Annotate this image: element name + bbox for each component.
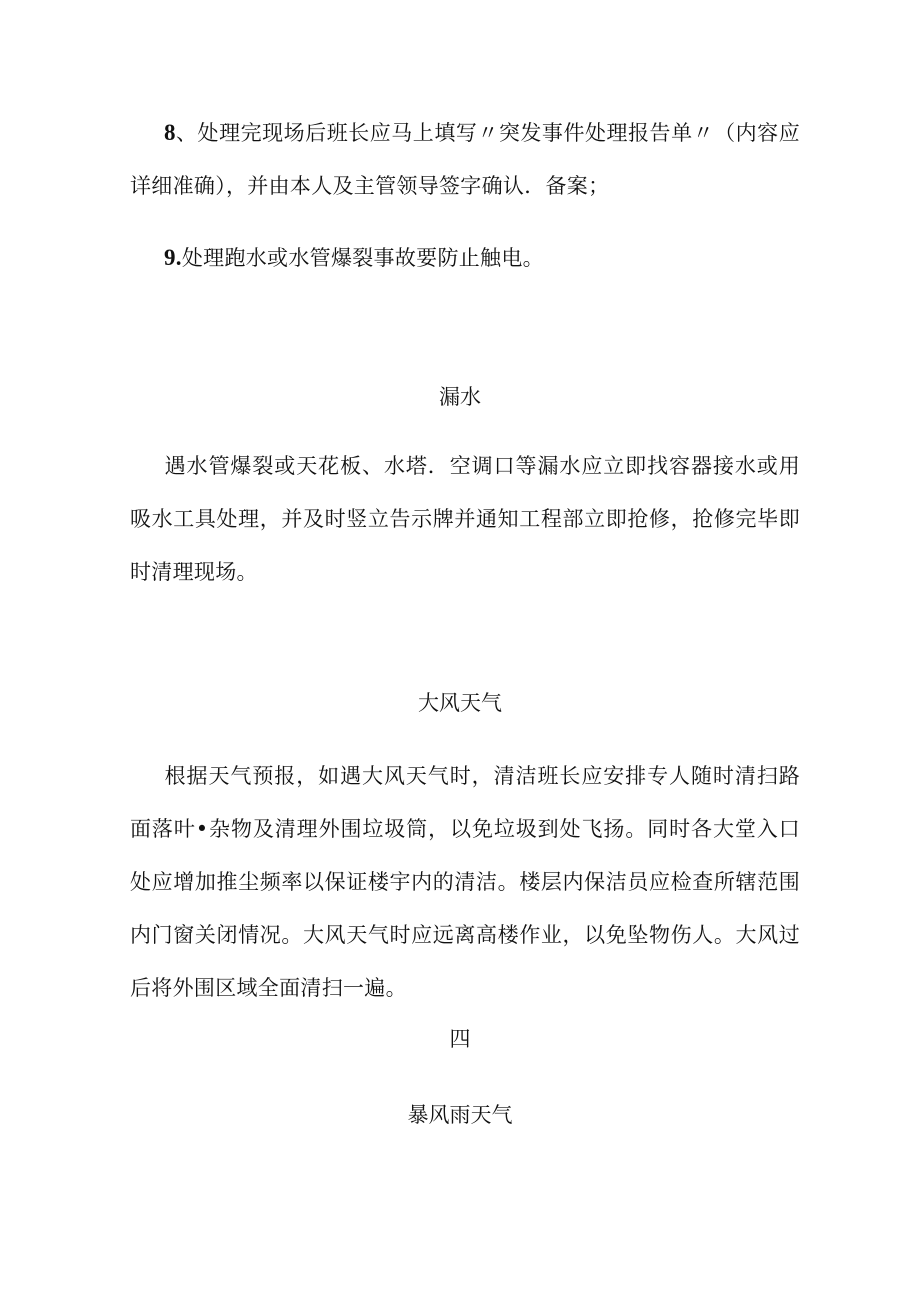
section-body-wind	[130, 750, 800, 1015]
item-8-text: 、处理完现场后班长应马上填写〃突发事件处理报告单〃（内容应详细准确），并由本人及主管领导签字确认．备案；	[130, 121, 800, 198]
section-body-leak	[130, 440, 800, 599]
section-title-storm: 暴风雨天气	[407, 1103, 513, 1127]
item-9-text: 处理跑水或水管爆裂事故要防止触电。	[181, 246, 544, 270]
item-9	[130, 231, 800, 285]
section-title-leak: 漏水	[439, 385, 481, 409]
item-8-number: 8	[164, 120, 176, 145]
item-9-number: 9.	[164, 245, 182, 270]
item-8	[130, 106, 800, 213]
leak-text: 遇水管爆裂或天花板、水塔．空调口等漏水应立即找容器接水或用吸水工具处理，并及时竖立告示牌并通知工程部立即抢修，抢修完毕即时清理现场。	[130, 454, 800, 584]
section-title-wind: 大风天气	[418, 691, 502, 715]
wind-text: 根据天气预报，如遇大风天气时，清洁班长应安排专人随时清扫路面落叶•杂物及清理外围垃圾筒，以免垃圾到处飞扬。同时各大堂入口处应增加推尘频率以保证楼宇内的清洁。楼层内保洁员应检查所辖范围内门窗关闭情况。大风天气时应远离高楼作业，以免坠物伤人。大风过后将外围区域全面清扫一遍。	[130, 764, 800, 1000]
part-four-number: 四	[449, 1027, 471, 1051]
